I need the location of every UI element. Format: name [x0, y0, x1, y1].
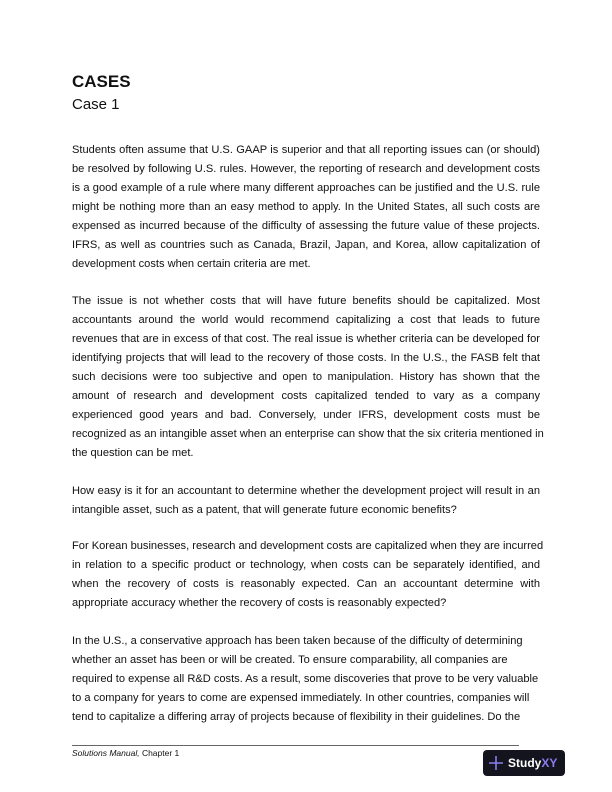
text-line: tend to capitalize a differing array of projects because of flexibility in their guidelines. Do the	[72, 711, 521, 723]
text-line: recognized as an intangible asset when an enterprise can show that the six criteria mentioned in	[72, 428, 544, 440]
text-line: might be nothing more than an easy method to apply. In the United States, all such costs are	[72, 201, 540, 213]
text-line: whether an asset has been or will be created. To ensure comparability, all companies are	[72, 654, 508, 666]
text-line: is a good example of a rule where many different approaches can be justified and the U.S. rule	[72, 182, 540, 194]
footer-chapter: Chapter 1	[139, 748, 180, 758]
text-line: How easy is it for an accountant to determine whether the development project will result in an	[72, 485, 540, 497]
text-line: amount of research and development costs capitalized tended to vary as a company	[72, 390, 540, 402]
footer-book-title: Solutions Manual,	[72, 748, 140, 758]
text-line: The issue is not whether costs that will have future benefits should be capitalized. Most	[72, 295, 540, 307]
text-line: identifying projects that will lead to the recovery of those costs. In the U.S., the FASB felt that	[72, 352, 540, 364]
page-footer	[72, 748, 179, 758]
text-line: the question can be met.	[72, 447, 194, 459]
text-line: in relation to a specific product or technology, when costs can be separately identified, and	[72, 559, 540, 571]
brand-logo: StudyXY	[508, 756, 558, 770]
text-line: experienced good years and bad. Conversely, under IFRS, development costs must be	[72, 409, 540, 421]
text-line: such decisions were too subjective and open to manipulation. History has shown that the	[72, 371, 540, 383]
text-line: intangible asset, such as a patent, that will generate future economic benefits?	[72, 504, 457, 516]
case-title: Case 1	[72, 96, 120, 113]
text-line: In the U.S., a conservative approach has been taken because of the difficulty of determining	[72, 635, 523, 647]
text-line: required to expense all R&D costs. As a result, some discoveries that prove to be very valuable	[72, 673, 539, 685]
text-line: when the recovery of costs is reasonably expected. Can an accountant determine with	[72, 578, 540, 590]
text-line: Students often assume that U.S. GAAP is superior and that all reporting issues can (or should)	[72, 144, 540, 156]
text-line: expensed as incurred because of the difficulty of assessing the future value of these projects.	[72, 220, 540, 232]
paragraph	[72, 537, 544, 613]
paragraph	[72, 292, 544, 463]
text-line: revenues that are in excess of that cost. The real issue is whether criteria can be developed for	[72, 333, 540, 345]
studyxy-badge[interactable]	[483, 750, 565, 776]
text-line: development costs when certain criteria are met.	[72, 258, 311, 270]
plus-icon	[489, 756, 503, 770]
paragraph	[72, 482, 540, 520]
text-line: accountants around the world would recommend capitalizing a cost that leads to future	[72, 314, 540, 326]
paragraph	[72, 141, 540, 274]
section-heading: CASES	[72, 72, 131, 91]
text-line: to a company for years to come are expensed immediately. In other countries, companies will	[72, 692, 530, 704]
text-line: be resolved by following U.S. rules. However, the reporting of research and development costs	[72, 163, 540, 175]
text-line: For Korean businesses, research and development costs are capitalized when they are incurred	[72, 540, 544, 552]
text-line: IFRS, as well as countries such as Canada, Brazil, Japan, and Korea, allow capitalization of	[72, 239, 540, 251]
text-line: appropriate accuracy whether the recovery of costs is reasonably expected?	[72, 597, 447, 609]
paragraph	[72, 632, 540, 727]
footer-divider	[72, 745, 519, 746]
